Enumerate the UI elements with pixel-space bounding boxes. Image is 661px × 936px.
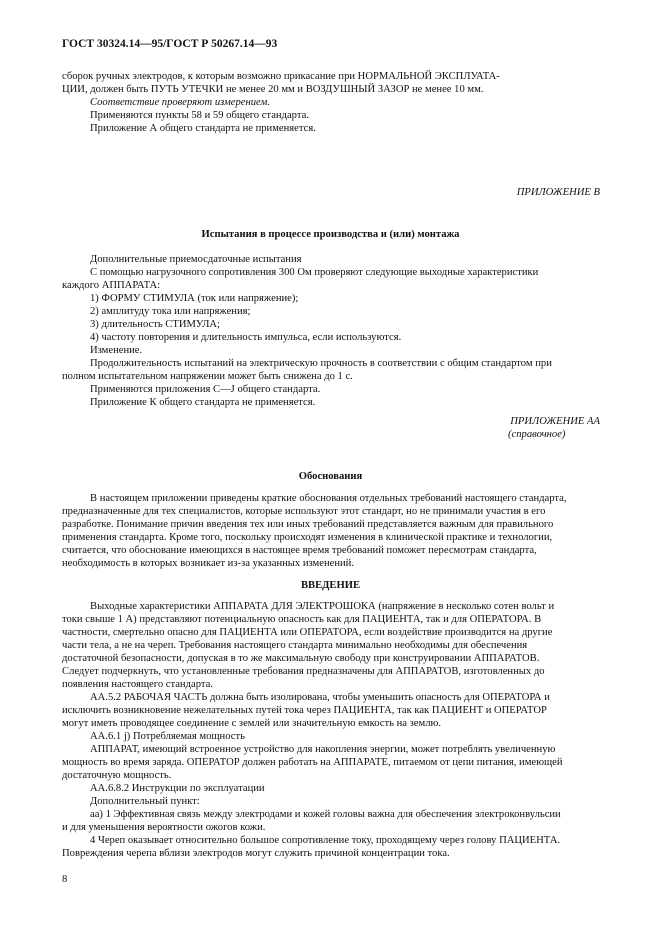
- text-line: исключить возникновение нежелательных путей тока через ПАЦИЕНТА, так как ПАЦИЕНТ и ОПЕРАТОР: [62, 705, 547, 716]
- text-line: Дополнительный пункт:: [90, 796, 200, 807]
- text-line: полном испытательном напряжении может быть снижена до 1 с.: [62, 371, 353, 382]
- text-line: и для уменьшения вероятности ожогов кожи.: [62, 822, 266, 833]
- text-line: В настоящем приложении приведены краткие обоснования отдельных требований настоящего стандарта,: [90, 493, 567, 504]
- text-line: достаточной безопасности, допуская в то же максимальную свободу при конструировании АППАРАТОВ.: [62, 653, 540, 664]
- text-line: аа) 1 Эффективная связь между электродами и кожей головы важна для обеспечения электроконвульсии: [90, 809, 561, 820]
- text-line: 4) частоту повторения и длительность импульса, если используются.: [90, 332, 402, 343]
- text-line: АА.6.1 j) Потребляемая мощность: [90, 731, 245, 742]
- text-line: Применяются приложения С—J общего стандарта.: [90, 384, 321, 395]
- text-line: АА.5.2 РАБОЧАЯ ЧАСТЬ должна быть изолирована, чтобы уменьшить опасность для ОПЕРАТОРА и: [90, 692, 550, 703]
- text-line: Приложение А общего стандарта не применяется.: [90, 123, 316, 134]
- text-line: 3) длительность СТИМУЛА;: [90, 319, 221, 330]
- text-line: Дополнительные приемосдаточные испытания: [90, 254, 302, 265]
- text-line: применения стандарта. Кроме того, поскольку происходят изменения в клинической практике и технологии,: [62, 532, 553, 543]
- intro-title: ВВЕДЕНИЕ: [300, 580, 361, 591]
- text-line: Следует подчеркнуть, что установленные требования предназначены для АППАРАТОВ, изготовленных до: [62, 666, 545, 677]
- text-line: появления настоящего стандарта.: [62, 679, 213, 690]
- text-line: могут иметь проводящее соединение с землей или значительную емкость на землю.: [62, 718, 442, 729]
- appendix-aa-sublabel: (справочное): [508, 429, 566, 440]
- text-line: 1) ФОРМУ СТИМУЛА (ток или напряжение);: [90, 293, 299, 304]
- text-line: предназначенные для тех специалистов, которые используют этот стандарт, но не принимали участия в его: [62, 506, 546, 517]
- text-line: считается, что обоснование имеющихся в настоящее время требований поможет пересмотрам стандарта,: [62, 545, 537, 556]
- appendix-b-title: Испытания в процессе производства и (или) монтажа: [201, 229, 460, 240]
- text-line: частности, смертельно опасно для ПАЦИЕНТА или ОПЕРАТОРА, если воздействие производится на другие: [62, 627, 553, 638]
- text-line: сборок ручных электродов, к которым возможно прикасание при НОРМАЛЬНОЙ ЭКСПЛУАТА-: [62, 71, 500, 82]
- text-line: 2) амплитуду тока или напряжения;: [90, 306, 251, 317]
- text-line: токи свыше 1 А) представляют потенциальную опасность как для ПАЦИЕНТА, так и для ОПЕРАТОРА. В: [62, 614, 542, 625]
- text-line: Выходные характеристики АППАРАТА ДЛЯ ЭЛЕКТРОШОКА (напряжение в несколько сотен вольт и: [90, 601, 555, 612]
- text-line: Повреждения черепа вблизи электродов могут служить причиной концентрации тока.: [62, 848, 450, 859]
- text-line: Соответствие проверяют измерением.: [90, 97, 270, 108]
- text-line: разработке. Понимание причин введения тех или иных требований представляется важным для правильного: [62, 519, 554, 530]
- text-line: достаточную мощность.: [62, 770, 172, 781]
- text-line: АППАРАТ, имеющий встроенное устройство для накопления энергии, может потреблять увеличенную: [90, 744, 556, 755]
- text-line: ЦИИ, должен быть ПУТЬ УТЕЧКИ не менее 20 мм и ВОЗДУШНЫЙ ЗАЗОР не менее 10 мм.: [62, 84, 484, 95]
- text-line: Продолжительность испытаний на электрическую прочность в соответствии с общим стандартом при: [90, 358, 552, 369]
- text-line: С помощью нагрузочного сопротивления 300 Ом проверяют следующие выходные характеристики: [90, 267, 539, 278]
- text-line: Приложение К общего стандарта не применяется.: [90, 397, 316, 408]
- document-header: ГОСТ 30324.14—95/ГОСТ Р 50267.14—93: [62, 38, 278, 50]
- text-line: мощность во время заряда. ОПЕРАТОР должен работать на АППАРАТЕ, питаемом от цепи питания, имеющей: [62, 757, 563, 768]
- appendix-aa-title: Обоснования: [298, 471, 363, 482]
- text-line: Изменение.: [90, 345, 143, 356]
- page-number: 8: [62, 874, 68, 885]
- text-line: каждого АППАРАТА:: [62, 280, 161, 291]
- text-line: Применяются пункты 58 и 59 общего стандарта.: [90, 110, 309, 121]
- text-line: 4 Череп оказывает относительно большое сопротивление току, проходящему через голову ПАЦИЕНТА.: [90, 835, 561, 846]
- text-line: части тела, а не на череп. Требования настоящего стандарта минимально необходимы для обеспечения: [62, 640, 528, 651]
- text-line: АА.6.8.2 Инструкции по эксплуатации: [90, 783, 265, 794]
- text-line: необходимость в которых возникает из-за указанных изменений.: [62, 558, 354, 569]
- appendix-b-label: ПРИЛОЖЕНИЕ В: [516, 187, 600, 198]
- appendix-aa-label: ПРИЛОЖЕНИЕ АА: [510, 416, 600, 427]
